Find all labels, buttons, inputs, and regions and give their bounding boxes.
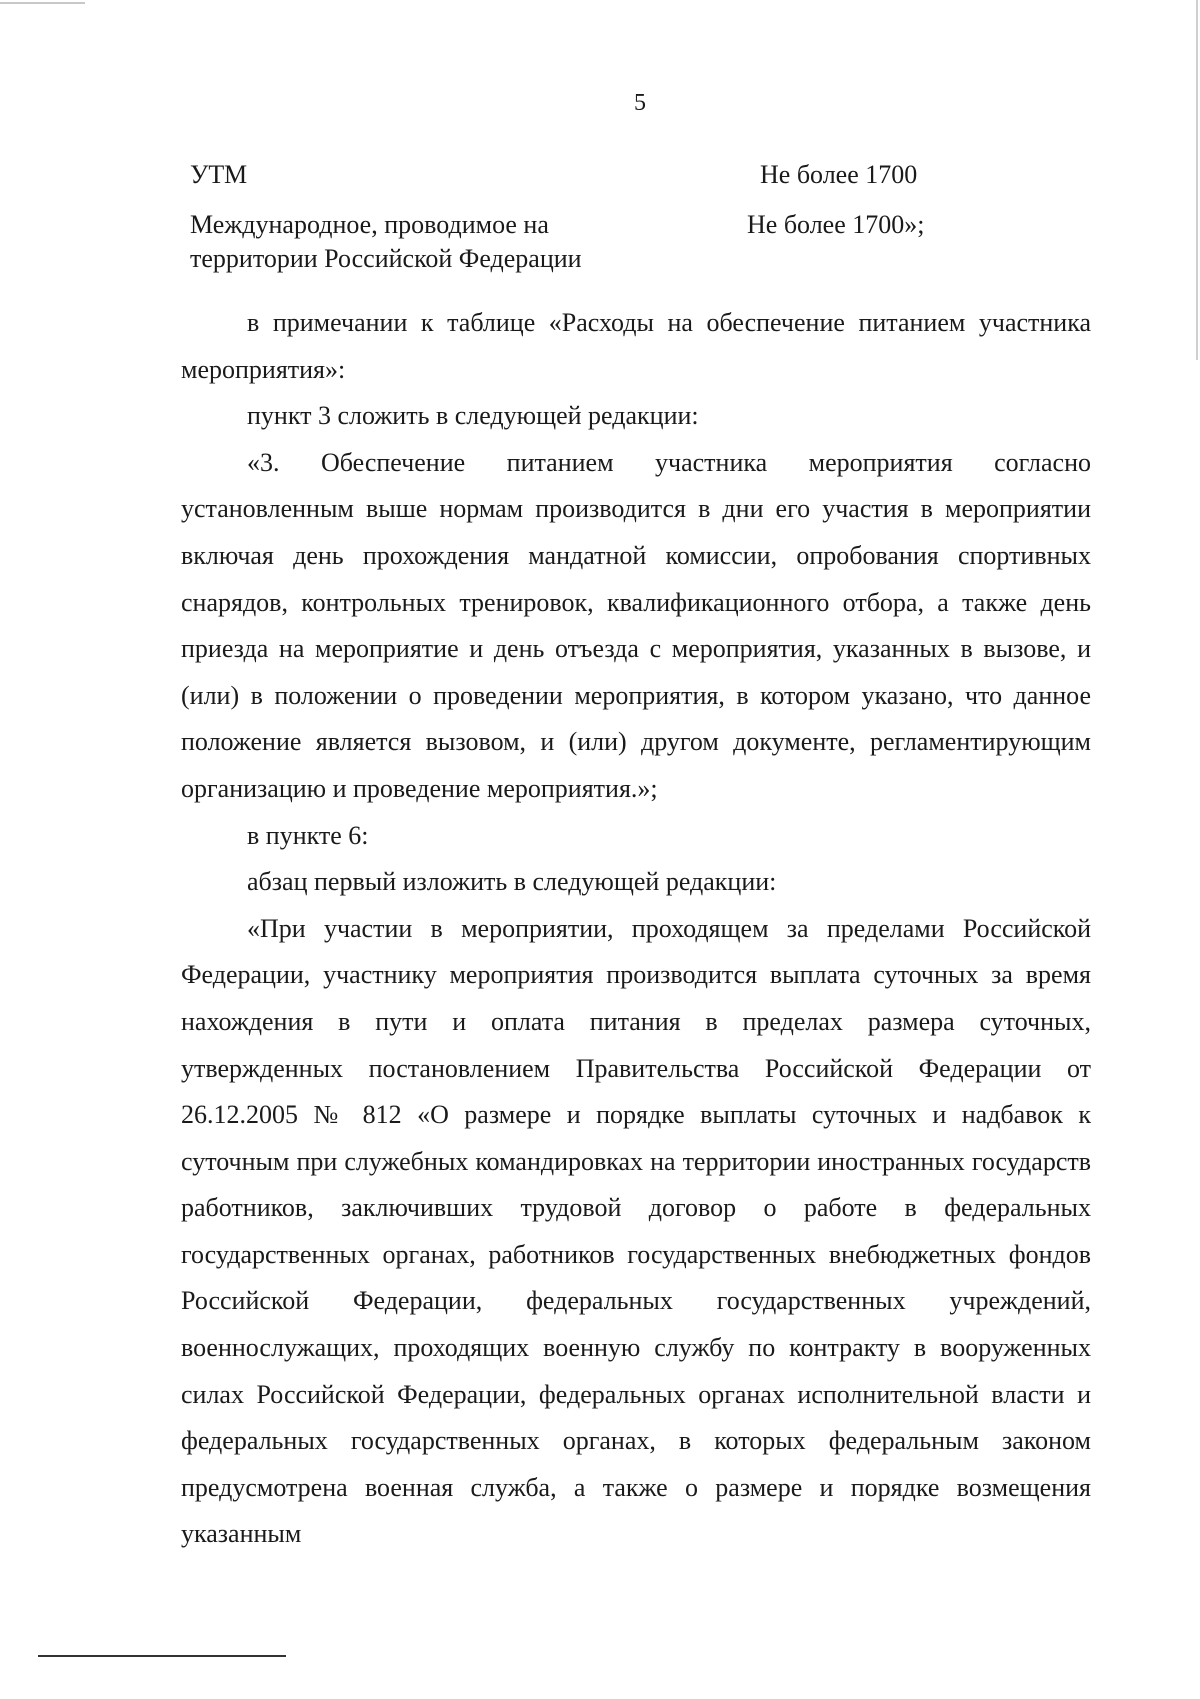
document-body <box>181 300 1091 1558</box>
table-row-name: Международное, проводимое на территории Российской Федерации <box>190 210 582 273</box>
paragraph-point-6-heading: в пункте 6: <box>247 820 369 850</box>
paragraph-note-intro: в примечании к таблице «Расходы на обеспечение питанием участника мероприятия»: <box>181 308 1091 384</box>
scan-artifact-right-edge <box>1196 0 1198 360</box>
scan-artifact-top-line <box>0 2 85 4</box>
page-number: 5 <box>634 90 646 116</box>
paragraph-point-6-instruction: абзац первый изложить в следующей редакции: <box>247 867 777 897</box>
paragraph-point-3-text: «3. Обеспечение питанием участника мероприятия согласно установленным выше нормам производится в дни его участия в мероприятии включая день прохождения мандатной комиссии, опробования спортивных снарядов, контрольных тренировок, квалификационного отбора, а также день приезда на мероприятие и день отъезда с мероприятия, указанных в вызове, и (или) в положении о проведении мероприятия, в котором указано, что данное положение является вызовом, и (или) другом документе, регламентирующим организацию и проведение мероприятия.»; <box>181 447 1091 803</box>
paragraph-point-6-text: «При участии в мероприятии, проходящем за пределами Российской Федерации, участнику мероприятия производится выплата суточных за время нахождения в пути и оплата питания в пределах размера суточных, утвержденных постановлением Правительства Российской Федерации от 26.12.2005 № 812 «О размере и порядке выплаты суточных и надбавок к суточным при служебных командировках на территории иностранных государств работников, заключивших трудовой договор о работе в федеральных государственных органах, работников государственных внебюджетных фондов Российской Федерации, федеральных государственных учреждений, военнослужащих, проходящих военную службу по контракту в вооруженных силах Российской Федерации, федеральных органах исполнительной власти и федеральных государственных органах, в которых федеральным законом предусмотрена военная служба, а также о размере и порядке возмещения указанным <box>181 913 1091 1549</box>
table-row-name: УТМ <box>190 160 248 189</box>
table-row-value: Не более 1700 <box>760 160 918 189</box>
table-row-value: Не более 1700»; <box>747 210 925 239</box>
paragraph-point-3-instruction: пункт 3 сложить в следующей редакции: <box>247 401 699 431</box>
footnote-separator-line <box>38 1655 286 1657</box>
